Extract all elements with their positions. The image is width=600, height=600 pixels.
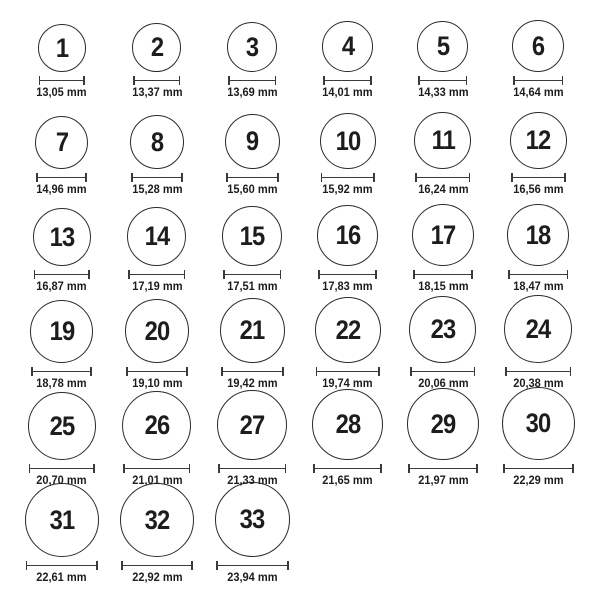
ring-size-item xyxy=(109,23,204,103)
dimension-tick-right xyxy=(179,76,181,85)
ring-size-number: 5 xyxy=(436,31,450,61)
dimension-tick-right xyxy=(96,561,98,570)
dimension-bar xyxy=(36,177,87,179)
ring-size-item xyxy=(300,21,395,103)
dimension-bar xyxy=(511,177,566,179)
diameter-dimension-line xyxy=(511,173,566,182)
dimension-bar xyxy=(408,468,478,470)
diameter-label: 20,38 mm xyxy=(513,376,564,390)
ring-circle xyxy=(504,295,572,363)
dimension-tick-right xyxy=(83,76,85,85)
ring-size-number: 13 xyxy=(49,221,74,252)
dimension-tick-right xyxy=(564,173,566,182)
chart-row xyxy=(14,394,586,491)
diameter-dimension-line xyxy=(131,173,183,182)
ring-size-number: 32 xyxy=(144,504,170,535)
ring-circle xyxy=(127,207,186,266)
diameter-dimension-line xyxy=(221,367,284,376)
diameter-label: 15,92 mm xyxy=(322,182,373,196)
ring-size-item xyxy=(109,207,204,297)
dimension-bar xyxy=(131,177,183,179)
diameter-label: 18,78 mm xyxy=(36,376,87,390)
diameter-dimension-line xyxy=(223,270,281,279)
dimension-bar xyxy=(226,177,279,179)
dimension-bar xyxy=(34,274,90,276)
ring-size-number: 4 xyxy=(341,31,354,61)
ring-size-number: 11 xyxy=(431,125,455,155)
diameter-dimension-line xyxy=(503,464,574,473)
dimension-bar xyxy=(29,468,95,470)
ring-size-item xyxy=(300,113,395,200)
dimension-tick-right xyxy=(567,270,569,279)
chart-row xyxy=(14,103,586,200)
dimension-tick-right xyxy=(287,561,289,570)
dimension-tick-right xyxy=(471,270,473,279)
dimension-bar xyxy=(121,565,193,567)
ring-size-number: 19 xyxy=(49,316,74,346)
diameter-dimension-line xyxy=(415,173,470,182)
ring-size-number: 10 xyxy=(335,125,360,156)
dimension-tick-right xyxy=(90,367,92,376)
chart-row xyxy=(14,491,586,588)
diameter-label: 21,01 mm xyxy=(131,473,183,487)
ring-size-number: 29 xyxy=(430,408,456,439)
ring-size-item xyxy=(491,204,586,297)
ring-circle xyxy=(417,21,468,72)
ring-size-number: 18 xyxy=(525,219,551,250)
diameter-label: 13,37 mm xyxy=(131,85,183,99)
ring-circle xyxy=(35,116,88,169)
ring-size-number: 7 xyxy=(55,127,68,157)
ring-circle xyxy=(215,482,290,557)
ring-circle xyxy=(125,299,189,363)
ring-circle xyxy=(512,20,564,72)
dimension-tick-right xyxy=(373,173,375,182)
dimension-tick-right xyxy=(282,367,284,376)
dimension-tick-right xyxy=(370,76,372,85)
diameter-label: 19,74 mm xyxy=(322,376,373,390)
ring-size-number: 6 xyxy=(532,30,545,61)
diameter-label: 21,65 mm xyxy=(322,473,373,487)
ring-size-number: 17 xyxy=(430,219,456,250)
ring-size-item xyxy=(300,205,395,297)
ring-circle xyxy=(132,23,181,72)
dimension-bar xyxy=(323,80,372,82)
dimension-bar xyxy=(31,371,92,373)
ring-size-item xyxy=(14,392,109,491)
diameter-dimension-line xyxy=(128,270,185,279)
ring-size-number: 9 xyxy=(246,126,259,156)
diameter-label: 20,70 mm xyxy=(36,473,87,487)
dimension-tick-right xyxy=(562,76,564,85)
ring-circle xyxy=(222,206,282,266)
diameter-dimension-line xyxy=(228,76,276,85)
dimension-tick-right xyxy=(280,270,282,279)
dimension-bar xyxy=(415,177,470,179)
ring-size-item xyxy=(14,208,109,297)
ring-size-item xyxy=(395,388,490,491)
ring-size-item xyxy=(205,22,300,103)
dimension-bar xyxy=(418,80,467,82)
diameter-dimension-line xyxy=(39,76,85,85)
dimension-bar xyxy=(216,565,289,567)
ring-circle xyxy=(225,114,280,169)
dimension-bar xyxy=(321,177,375,179)
dimension-tick-right xyxy=(275,76,277,85)
ring-circle xyxy=(30,300,93,363)
ring-size-item xyxy=(395,112,490,200)
diameter-dimension-line xyxy=(121,561,193,570)
dimension-bar xyxy=(223,274,281,276)
dimension-tick-right xyxy=(378,367,380,376)
dimension-bar xyxy=(513,80,563,82)
ring-circle xyxy=(312,389,383,460)
dimension-tick-right xyxy=(181,173,183,182)
ring-size-number: 8 xyxy=(150,126,164,157)
diameter-dimension-line xyxy=(316,367,380,376)
diameter-dimension-line xyxy=(513,76,563,85)
ring-circle xyxy=(315,297,381,363)
ring-circle xyxy=(409,296,476,363)
ring-size-number: 28 xyxy=(335,409,360,439)
diameter-dimension-line xyxy=(26,561,98,570)
chart-row xyxy=(14,200,586,297)
diameter-dimension-line xyxy=(418,76,467,85)
diameter-label: 23,94 mm xyxy=(227,570,278,584)
dimension-bar xyxy=(508,274,568,276)
diameter-label: 19,42 mm xyxy=(227,376,278,390)
diameter-label: 18,15 mm xyxy=(417,279,469,293)
diameter-label: 15,28 mm xyxy=(131,182,183,196)
diameter-dimension-line xyxy=(218,464,286,473)
ring-size-item xyxy=(205,390,300,491)
ring-size-number: 21 xyxy=(239,315,265,345)
diameter-dimension-line xyxy=(226,173,279,182)
diameter-label: 15,60 mm xyxy=(227,182,278,196)
diameter-dimension-line xyxy=(505,367,571,376)
ring-circle xyxy=(510,112,567,169)
dimension-tick-right xyxy=(469,173,471,182)
diameter-label: 16,56 mm xyxy=(513,182,564,196)
dimension-bar xyxy=(123,468,190,470)
ring-circle xyxy=(130,115,184,169)
dimension-bar xyxy=(228,80,276,82)
diameter-label: 21,33 mm xyxy=(227,473,278,487)
diameter-label: 17,19 mm xyxy=(131,279,183,293)
dimension-tick-right xyxy=(474,367,476,376)
dimension-tick-right xyxy=(285,464,287,473)
ring-size-number: 26 xyxy=(144,410,170,440)
ring-circle xyxy=(120,483,194,557)
diameter-label: 18,47 mm xyxy=(513,279,564,293)
dimension-tick-right xyxy=(572,464,574,473)
diameter-label: 16,87 mm xyxy=(36,279,87,293)
ring-size-number: 22 xyxy=(335,314,360,345)
diameter-label: 19,10 mm xyxy=(131,376,183,390)
diameter-label: 14,64 mm xyxy=(513,85,564,99)
diameter-label: 20,06 mm xyxy=(417,376,469,390)
dimension-bar xyxy=(316,371,380,373)
dimension-bar xyxy=(126,371,188,373)
ring-size-item xyxy=(395,296,490,394)
diameter-dimension-line xyxy=(313,464,382,473)
dimension-tick-right xyxy=(88,270,90,279)
ring-size-item xyxy=(491,387,586,491)
diameter-label: 14,96 mm xyxy=(36,182,87,196)
ring-size-item xyxy=(109,391,204,491)
ring-circle xyxy=(25,483,99,557)
ring-size-item xyxy=(300,297,395,394)
ring-size-number: 20 xyxy=(144,315,170,346)
dimension-tick-right xyxy=(375,270,377,279)
diameter-label: 14,33 mm xyxy=(417,85,469,99)
ring-size-item xyxy=(491,112,586,200)
dimension-tick-right xyxy=(186,367,188,376)
diameter-label: 13,69 mm xyxy=(227,85,278,99)
ring-circle xyxy=(33,208,91,266)
ring-size-item xyxy=(109,299,204,394)
dimension-tick-right xyxy=(380,464,382,473)
ring-circle xyxy=(507,204,569,266)
diameter-label: 22,29 mm xyxy=(513,473,564,487)
ring-circle xyxy=(217,390,287,460)
dimension-bar xyxy=(505,371,571,373)
dimension-tick-right xyxy=(277,173,279,182)
dimension-tick-right xyxy=(466,76,468,85)
ring-size-number: 15 xyxy=(239,220,265,251)
ring-size-number: 16 xyxy=(335,220,360,250)
ring-circle xyxy=(28,392,96,460)
ring-size-number: 23 xyxy=(430,314,456,344)
ring-size-item xyxy=(395,204,490,297)
dimension-bar xyxy=(26,565,98,567)
ring-circle xyxy=(122,391,191,460)
ring-size-item xyxy=(14,24,109,103)
ring-size-item xyxy=(205,298,300,394)
diameter-dimension-line xyxy=(321,173,375,182)
ring-size-item xyxy=(14,300,109,394)
dimension-tick-right xyxy=(85,173,87,182)
ring-size-number: 25 xyxy=(49,410,74,441)
ring-circle xyxy=(38,24,86,72)
ring-size-item xyxy=(491,295,586,394)
ring-circle xyxy=(407,388,479,460)
dimension-bar xyxy=(218,468,286,470)
ring-size-number: 30 xyxy=(525,408,551,438)
chart-row xyxy=(14,6,586,103)
ring-size-item xyxy=(395,21,490,103)
ring-circle xyxy=(322,21,373,72)
diameter-dimension-line xyxy=(216,561,289,570)
ring-size-item xyxy=(205,206,300,297)
diameter-dimension-line xyxy=(508,270,568,279)
ring-circle xyxy=(220,298,285,363)
dimension-bar xyxy=(313,468,382,470)
diameter-dimension-line xyxy=(410,367,475,376)
dimension-bar xyxy=(318,274,377,276)
diameter-label: 13,05 mm xyxy=(36,85,87,99)
dimension-tick-right xyxy=(191,561,193,570)
diameter-label: 16,24 mm xyxy=(417,182,469,196)
ring-size-item xyxy=(14,116,109,200)
ring-size-item xyxy=(14,483,109,588)
ring-size-item xyxy=(491,20,586,103)
diameter-dimension-line xyxy=(123,464,190,473)
ring-size-number: 3 xyxy=(246,31,259,62)
diameter-label: 17,83 mm xyxy=(322,279,373,293)
diameter-dimension-line xyxy=(126,367,188,376)
dimension-tick-right xyxy=(189,464,191,473)
ring-size-number: 31 xyxy=(49,504,74,535)
ring-size-number: 33 xyxy=(239,504,265,534)
chart-row xyxy=(14,297,586,394)
dimension-bar xyxy=(39,80,85,82)
ring-size-number: 14 xyxy=(144,221,170,251)
dimension-tick-right xyxy=(476,464,478,473)
diameter-dimension-line xyxy=(408,464,478,473)
diameter-label: 17,51 mm xyxy=(227,279,278,293)
ring-circle xyxy=(317,205,378,266)
ring-circle xyxy=(227,22,277,72)
ring-size-item xyxy=(109,483,204,588)
ring-size-number: 24 xyxy=(525,313,551,344)
dimension-tick-right xyxy=(93,464,95,473)
dimension-bar xyxy=(503,468,574,470)
ring-size-item xyxy=(109,115,204,200)
dimension-tick-right xyxy=(570,367,572,376)
dimension-bar xyxy=(221,371,284,373)
ring-circle xyxy=(320,113,376,169)
ring-size-number: 1 xyxy=(55,32,68,63)
diameter-dimension-line xyxy=(413,270,473,279)
dimension-tick-right xyxy=(184,270,186,279)
ring-size-number: 12 xyxy=(525,125,551,155)
dimension-bar xyxy=(413,274,473,276)
diameter-label: 22,61 mm xyxy=(36,570,87,584)
ring-circle xyxy=(502,387,575,460)
diameter-label: 21,97 mm xyxy=(417,473,469,487)
dimension-bar xyxy=(128,274,185,276)
diameter-dimension-line xyxy=(29,464,95,473)
ring-circle xyxy=(412,204,474,266)
ring-size-item xyxy=(205,114,300,200)
ring-size-item xyxy=(300,389,395,491)
dimension-bar xyxy=(133,80,180,82)
diameter-label: 22,92 mm xyxy=(131,570,183,584)
dimension-bar xyxy=(410,371,475,373)
diameter-dimension-line xyxy=(133,76,180,85)
diameter-dimension-line xyxy=(31,367,92,376)
ring-size-item xyxy=(205,482,300,588)
ring-size-number: 2 xyxy=(150,32,164,62)
ring-circle xyxy=(414,112,471,169)
diameter-dimension-line xyxy=(323,76,372,85)
diameter-dimension-line xyxy=(318,270,377,279)
diameter-label: 14,01 mm xyxy=(322,85,373,99)
diameter-dimension-line xyxy=(36,173,87,182)
diameter-dimension-line xyxy=(34,270,90,279)
ring-size-number: 27 xyxy=(239,409,265,440)
